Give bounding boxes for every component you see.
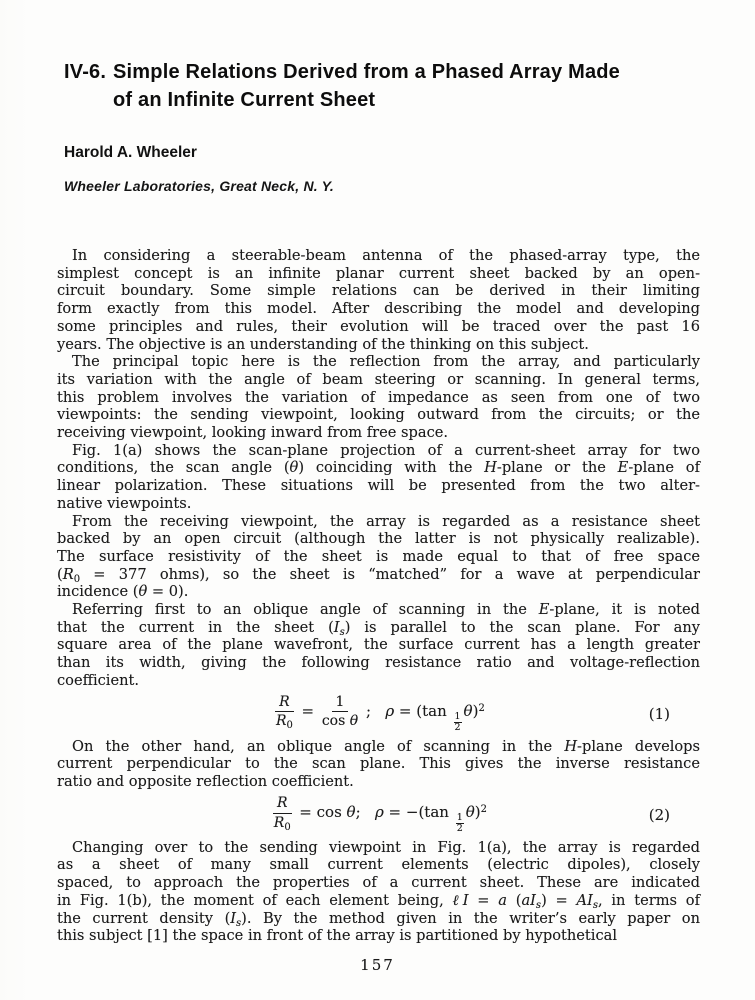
text-line: form exactly from this model. After describing the model and developing <box>57 300 700 318</box>
title-line-1: Simple Relations Derived from a Phased Array Made <box>113 61 621 83</box>
fraction-numerator: R <box>275 694 294 712</box>
text-line: viewpoints: the sending viewpoint, looking outward from the circuits; or the <box>57 406 700 424</box>
paragraph-fig1a <box>57 442 700 513</box>
text-line: circuit boundary. Some simple relations can be derived in their limiting <box>57 282 700 300</box>
paragraph-e-plane-scanning <box>57 601 700 690</box>
text-line: On the other hand, an oblique angle of scanning in the H-plane develops <box>72 737 701 755</box>
text-line: ($R_0 = 377$ ohms), so the sheet is “matched” for a wave at perpendicular <box>57 565 700 585</box>
text-line: that the current in the sheet $(I_s)$ is parallel to the scan plane. For any <box>57 618 700 638</box>
text-line: years. The objective is an understanding of the thinking on this subject. <box>57 335 589 353</box>
title-line-2: of an Infinite Current Sheet <box>113 89 376 111</box>
text-line: this subject [1] the space in front of the array is partitioned by hypothetical <box>57 927 617 945</box>
text-line: some principles and rules, their evolution will be traced over the past 16 <box>57 317 700 335</box>
equation-1-expression: = $\frac{1}{\text{cos θ}}$ ; ρ = (tan $\frac{1}{2}$ θ)$^2$ <box>296 694 485 733</box>
text-line: its variation with the angle of beam steering or scanning. In general terms, <box>57 370 700 388</box>
paper-title <box>64 58 700 114</box>
page-content <box>57 0 700 945</box>
title-text <box>113 58 620 114</box>
text-line: in Fig. 1(b), the moment of each element being, ℓI = a $(aI_s) = AI_s$, in terms of <box>57 891 700 911</box>
fraction-numerator: R <box>273 795 292 813</box>
page-number: 157 <box>360 956 395 974</box>
text-line: simplest concept is an infinite planar current sheet backed by an open- <box>57 264 700 282</box>
paragraph-intro <box>57 247 700 353</box>
equation-1-content <box>272 694 485 733</box>
text-line: incidence (θ = 0). <box>57 583 189 601</box>
text-line: Referring first to an oblique angle of scanning in the E-plane, it is noted <box>72 601 700 619</box>
text-line: conditions, the scan angle (θ) coinciding with the H-plane or the E-plane of <box>57 459 700 477</box>
equation-1 <box>57 691 700 737</box>
text-line: receiving viewpoint, looking inward from free space. <box>57 424 449 442</box>
section-number: IV-6. <box>64 61 107 83</box>
fraction-denominator: $R_0$ <box>275 713 293 732</box>
text-line: The surface resistivity of the sheet is made equal to that of free space <box>57 547 700 565</box>
paragraph-receiving-viewpoint <box>57 513 700 602</box>
author-affiliation: Wheeler Laboratories, Great Neck, N. Y. <box>64 178 335 194</box>
text-line: than its width, giving the following resistance ratio and voltage-reflection <box>57 654 700 672</box>
text-line: From the receiving viewpoint, the array is regarded as a resistance sheet <box>72 512 700 530</box>
fraction-denominator: $R_0$ <box>273 814 291 833</box>
equation-2 <box>57 792 700 838</box>
text-line: backed by an open circuit (although the latter is not physically realizable). <box>57 530 700 548</box>
text-line: current perpendicular to the scan plane. This gives the inverse resistance <box>57 755 700 773</box>
paragraph-principal-topic <box>57 353 700 442</box>
fraction-r-over-r0 <box>273 795 292 833</box>
text-line: In considering a steerable-beam antenna of the phased-array type, the <box>72 247 700 264</box>
paper-header <box>57 58 700 194</box>
text-line: spaced, to approach the properties of a current sheet. These are indicated <box>57 874 700 892</box>
text-line: coefficient. <box>57 671 140 689</box>
text-line: Changing over to the sending viewpoint in Fig. 1(a), the array is regarded <box>72 838 700 856</box>
paragraph-sending-viewpoint <box>57 839 700 945</box>
fraction-r-over-r0 <box>275 694 294 732</box>
text-line: The principal topic here is the reflection from the array, and particularly <box>72 353 700 371</box>
text-line: square area of the plane wavefront, the surface current has a length greater <box>57 636 700 654</box>
text-line: Fig. 1(a) shows the scan-plane projection of a current-sheet array for two <box>72 441 700 459</box>
text-line: the current density $(I_s)$. By the method given in the writer’s early paper on <box>57 909 700 929</box>
text-line: as a sheet of many small current elements (electric dipoles), closely <box>57 856 700 874</box>
equation-2-content <box>270 795 487 834</box>
paragraph-h-plane-scanning <box>57 738 700 791</box>
text-line: linear polarization. These situations will be presented from the two alter- <box>57 477 700 495</box>
text-line: this problem involves the variation of impedance as seen from one of two <box>57 388 700 406</box>
text-line: native viewpoints. <box>57 494 192 512</box>
equation-1-number: (1) <box>648 704 670 723</box>
text-line: ratio and opposite reflection coefficient. <box>57 772 354 790</box>
author-name: Harold A. Wheeler <box>64 144 197 161</box>
equation-2-number: (2) <box>648 805 670 824</box>
article-body <box>57 247 700 945</box>
equation-2-expression: = cos θ; ρ = −(tan $\frac{1}{2}$ θ)$^2$ <box>294 803 488 834</box>
